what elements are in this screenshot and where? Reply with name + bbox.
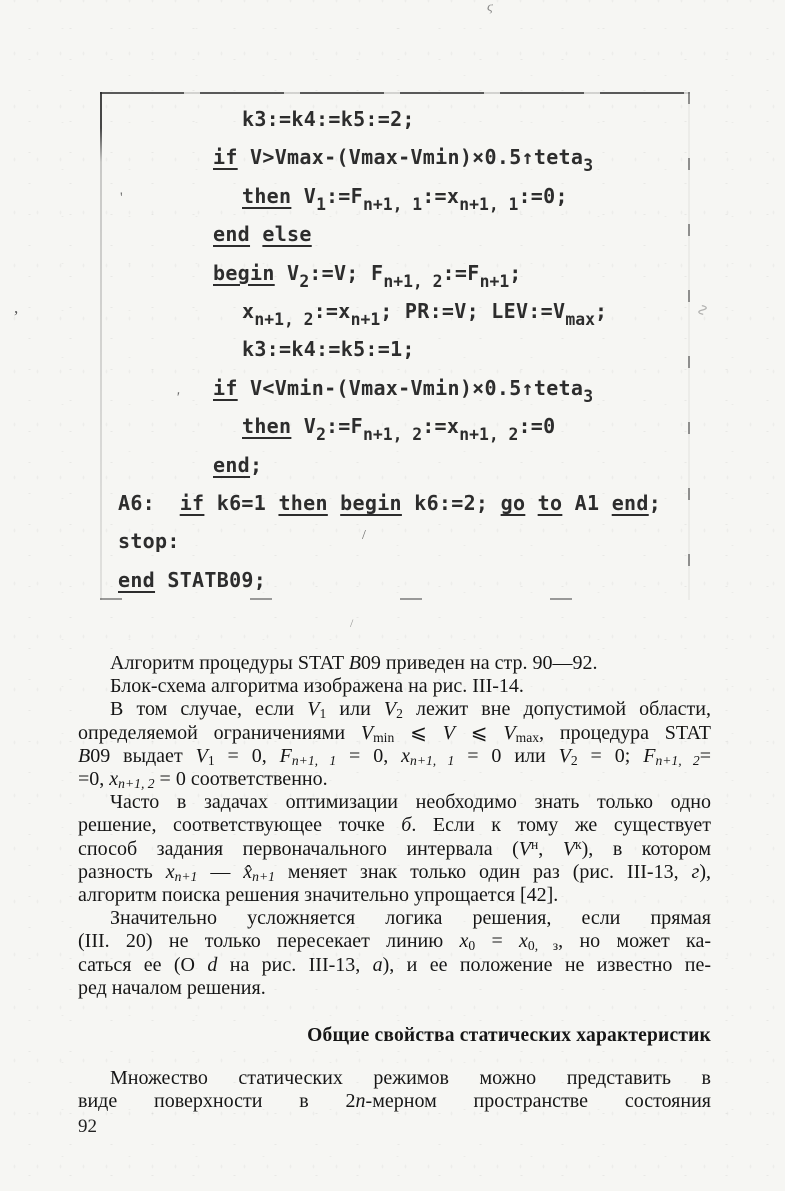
text-line: Блок-схема алгоритма изображена на рис. III-14. bbox=[110, 675, 524, 698]
scan-artifact: / bbox=[350, 616, 354, 630]
subscript: 2 bbox=[299, 271, 310, 291]
code-lines bbox=[100, 100, 688, 599]
paragraph bbox=[78, 698, 711, 791]
text-segment: x bbox=[519, 930, 528, 953]
code-line: then $V_1:=F_{n+1, 1}:=x_{n+1, 1}:=0$; bbox=[242, 183, 568, 214]
text-line: разность $x_{n+1}$ — $x̂_{n+1}$ меняет знак только один раз (рис. III-13, г), bbox=[78, 860, 712, 884]
subscript: n+1, 1 bbox=[410, 752, 455, 768]
underlined-keyword: else bbox=[262, 222, 312, 247]
scan-artifact: ' bbox=[174, 389, 181, 407]
subscript: n+1, 2 bbox=[383, 271, 443, 291]
text-segment: V bbox=[307, 698, 320, 721]
subscript: n+1 bbox=[479, 271, 510, 291]
subscript: n+1, 2 bbox=[459, 425, 519, 444]
text-segment: x bbox=[401, 744, 411, 767]
subscript: 0 bbox=[468, 938, 476, 954]
subscript: 2 bbox=[316, 425, 326, 444]
subscript: n+1, 2 bbox=[655, 752, 700, 768]
code-line: end; bbox=[213, 452, 263, 477]
text-line: Часто в задачах оптимизации необходимо знать только одно bbox=[110, 791, 711, 814]
text-segment: V bbox=[360, 721, 374, 744]
code-line: end STATB09; bbox=[118, 567, 267, 592]
code-line: A6: if k6=1 then begin k6:=2; go to A1 end; bbox=[118, 490, 662, 515]
text-segment: x bbox=[459, 930, 469, 953]
superscript: н bbox=[530, 836, 539, 852]
paragraph bbox=[78, 907, 711, 1000]
text-line: Значительно усложняется логика решения, если прямая bbox=[110, 907, 711, 930]
subscript: max bbox=[565, 309, 595, 329]
underlined-keyword: if bbox=[179, 490, 205, 515]
text-line: =0, $x_{n+1, 2} = 0$ соответственно. bbox=[78, 768, 328, 791]
text-segment: F bbox=[643, 744, 656, 767]
underlined-keyword: begin bbox=[340, 490, 402, 515]
code-line: k3:=k4:=k5:=1; bbox=[242, 337, 415, 362]
text-segment: d bbox=[207, 953, 218, 976]
paragraph bbox=[78, 675, 711, 698]
text-segment: V bbox=[518, 837, 531, 860]
subscript: n+1 bbox=[174, 868, 198, 884]
section-heading: Общие свойства статических характеристик bbox=[307, 1025, 711, 1047]
text-line: B09 выдает $V_1 = 0$, $F_{n+1, 1} = 0$, $x_{n+1, 1} = 0$ или $V_2 = 0$; $F_{n+1, 2}=$ bbox=[78, 744, 711, 768]
scan-artifact: ' bbox=[120, 190, 123, 206]
subscript: n+1 bbox=[252, 868, 275, 884]
text-segment: x bbox=[165, 860, 175, 883]
page-number: 92 bbox=[78, 1116, 97, 1137]
text-line: алгоритм поиска решения значительно упрощается [42]. bbox=[78, 884, 559, 907]
subscript: 1 bbox=[316, 194, 326, 214]
page-body-text bbox=[78, 652, 711, 1114]
text-line: способ задания первоначального интервала ($V^н$, $V^к$), в котором bbox=[78, 836, 712, 860]
underlined-keyword: if bbox=[213, 375, 238, 400]
scan-artifact: , bbox=[14, 298, 19, 317]
text-segment: а bbox=[372, 953, 383, 976]
text-line: Множество статических режимов можно представить в bbox=[110, 1067, 711, 1090]
scan-artifact: / bbox=[362, 528, 366, 543]
subscript: n+1, 1 bbox=[291, 752, 337, 768]
subscript: n+1, 2 bbox=[254, 309, 314, 329]
underlined-keyword: if bbox=[213, 145, 238, 170]
text-segment: V bbox=[383, 698, 397, 721]
code-line: $x_{n+1, 2}:=x_{n+1}$; PR:=V; $LEV:=V_{max}$; bbox=[242, 298, 608, 329]
underlined-keyword: to bbox=[537, 490, 563, 515]
text-segment: B bbox=[78, 744, 91, 767]
subscript: min bbox=[373, 729, 395, 745]
text-line: В том случае, если $V_1$ или $V_2$ лежит вне допустимой области, bbox=[110, 698, 712, 722]
subscript: 2 bbox=[570, 752, 578, 768]
underlined-keyword: end bbox=[213, 452, 251, 477]
subscript: 2 bbox=[396, 706, 403, 722]
subscript: 3 bbox=[583, 386, 594, 406]
algol-code-listing bbox=[100, 92, 690, 600]
text-segment: V bbox=[195, 744, 208, 767]
text-segment: б bbox=[401, 814, 412, 837]
text-line: Алгоритм процедуры STAT B09 приведен на стр. 90—92. bbox=[110, 652, 598, 674]
superscript: к bbox=[575, 836, 582, 852]
text-line: (III. 20) не только пересекает линию $x_0 = x_{0, з}$, но может ка- bbox=[78, 930, 712, 954]
underlined-keyword: then bbox=[242, 414, 292, 439]
code-line: k3:=k4:=k5:=2; bbox=[242, 107, 415, 131]
text-segment: V bbox=[442, 721, 455, 744]
text-segment: V bbox=[503, 721, 516, 744]
text-line: саться ее (О d на рис. III-13, а), и ее положение не известно пе- bbox=[78, 953, 711, 976]
code-line: if V>Vmax-(Vmax-Vmin)×0.5↑teta$_3$ bbox=[213, 145, 594, 176]
text-line: ред началом решения. bbox=[78, 976, 266, 999]
text-segment: г bbox=[691, 860, 700, 883]
code-line: then $V_2:=F_{n+1, 2}:=x_{n+1, 2}:=0$ bbox=[242, 414, 556, 444]
text-line: решение, соответствующее точке б. Если к тому же существует bbox=[78, 814, 711, 837]
code-line: if V<Vmin-(Vmax-Vmin)×0.5↑teta$_3$ bbox=[213, 375, 594, 406]
paragraph bbox=[78, 652, 711, 675]
code-box-border-top bbox=[100, 92, 690, 94]
text-segment: x̂ bbox=[243, 860, 253, 883]
text-segment: n bbox=[355, 1090, 366, 1113]
code-line: stop: bbox=[118, 529, 180, 554]
code-line: begin $V_2:=V$; $F_{n+1, 2}:=F_{n+1}$; bbox=[213, 260, 522, 291]
subscript: n+1, 1 bbox=[459, 194, 519, 214]
text-segment: F bbox=[279, 744, 292, 767]
subscript: max bbox=[515, 729, 540, 745]
code-box-border-right bbox=[688, 92, 690, 600]
subscript: 3 bbox=[583, 156, 594, 176]
underlined-keyword: end bbox=[118, 567, 156, 592]
underlined-keyword: then bbox=[278, 490, 328, 515]
underlined-keyword: go bbox=[500, 490, 526, 515]
subscript: n+1, 1 bbox=[362, 194, 423, 214]
text-segment: V bbox=[562, 837, 576, 860]
code-line bbox=[100, 215, 688, 253]
underlined-keyword: end bbox=[611, 490, 649, 515]
text-line: виде поверхности в 2n-мерном пространстве состояния bbox=[78, 1090, 711, 1113]
text-segment: V bbox=[558, 744, 571, 767]
underlined-keyword: end bbox=[213, 222, 251, 247]
underlined-keyword: begin bbox=[213, 260, 275, 285]
underlined-keyword: then bbox=[242, 183, 292, 208]
paragraph bbox=[78, 791, 711, 907]
paragraph bbox=[78, 1067, 711, 1113]
subscript: n+1 bbox=[350, 309, 381, 329]
scan-artifact: ϛ bbox=[486, 0, 494, 16]
subscript: 1 bbox=[319, 706, 327, 722]
text-line: определяемой ограничениями $V_{min}$ ⩽ V ⩽ $V_{max}$, процедура STAT bbox=[78, 721, 711, 745]
subscript: 1 bbox=[207, 752, 215, 768]
scan-artifact: ∿ bbox=[693, 303, 711, 317]
subscript: n+1, 2 bbox=[118, 776, 155, 791]
text-segment: B bbox=[348, 652, 361, 674]
subscript: n+1, 2 bbox=[362, 425, 423, 444]
text-segment: x bbox=[109, 768, 119, 791]
subscript: 0, з bbox=[527, 938, 559, 954]
